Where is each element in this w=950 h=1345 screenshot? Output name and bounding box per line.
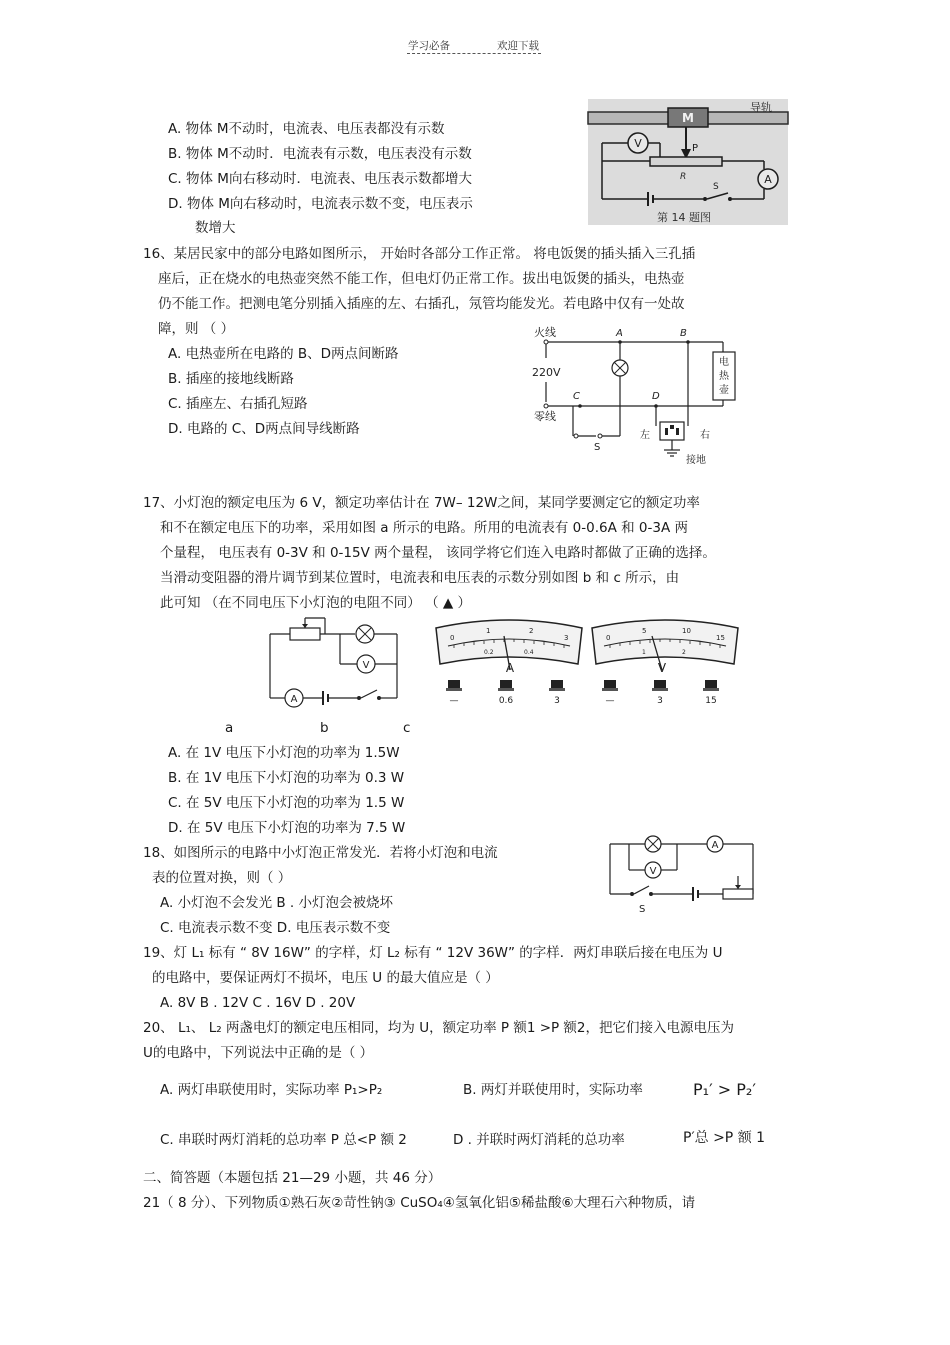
q19-line-1: 19、灯 L₁ 标有 “ 8V 16W” 的字样，灯 L₂ 标有 “ 12V 36W” 的字样．两灯串联后接在电压为 U [143,945,723,961]
q17-line-2: 和不在额定电压下的功率，采用如图 a 所示的电路。所用的电流表有 0-0.6A 和 0-3A 两 [160,520,688,536]
section-2-title: 二、简答题（本题包括 21—29 小题，共 46 分） [143,1170,442,1186]
voltmeter-scale-10: 10 [682,627,691,635]
q16-a-label: A [616,328,623,339]
q16-figure [528,322,758,467]
q17a-ammeter-label: A [290,694,298,705]
q18-s-label: S [639,904,646,915]
voltmeter-scale-5: 5 [642,627,647,635]
q16-option-a: A. 电热壶所在电路的 B、D两点间断路 [168,346,399,362]
q17a-voltmeter-label: V [362,660,370,671]
ammeter-scale-3: 3 [564,634,569,642]
voltmeter-sub-scale-2: 2 [682,649,686,656]
voltmeter-sub-scale-1: 1 [642,649,646,656]
q16-line-2: 座后，正在烧水的电热壶突然不能工作，但电灯仍正常工作。拔出电饭煲的插头，电热壶 [158,271,685,287]
ammeter-scale-0: 0 [450,634,455,642]
q16-left-label: 左 [640,430,650,441]
q20-option-d: D . 并联时两灯消耗的总功率 [453,1132,625,1148]
q16-option-c: C. 插座左、右插孔短路 [168,396,308,412]
q17-figure-a [265,612,405,712]
q16-right-label: 右 [700,430,710,441]
q16-voltage-label: 220V [532,366,561,379]
q15-option-d: D. 物体 M向右移动时，电流表示数不变，电压表示 [168,196,473,212]
svg-text:壶: 壶 [719,385,729,396]
q16-line-1: 16、某居民家中的部分电路如图所示， 开始时各部分工作正常。 将电饭煲的插头插入三孔插 [143,246,696,262]
q16-line-3: 仍不能工作。把测电笔分别插入插座的左、右插孔，氖管均能发光。若电路中仅有一处故 [158,296,685,312]
q20-option-b: B. 两灯并联使用时，实际功率 [463,1082,643,1098]
ammeter-sub-scale-2: 0.4 [524,649,534,656]
q18-ammeter-label: A [711,840,719,851]
q20-line-1: 20、 L₁、 L₂ 两盏电灯的额定电压相同，均为 U，额定功率 P 额1 >P 额2，把它们接入电源电压为 [143,1020,735,1036]
voltmeter-unit: V [657,661,667,675]
q17-option-c: C. 在 5V 电压下小灯泡的功率为 1.5 W [168,795,405,811]
q15-r-label: R [680,172,687,182]
q16-b-label: B [680,328,687,339]
q17-figure-c-voltmeter [590,618,740,708]
q16-fire-label: 火线 [534,326,556,339]
ammeter-terminal-0.6: 0.6 [498,696,514,706]
q18-option-cd: C. 电流表示数不变 D. 电压表示数不变 [160,920,391,936]
q16-d-label: D [652,391,660,402]
q20-option-a: A. 两灯串联使用时，实际功率 P₁>P₂ [160,1082,383,1098]
q15-s-label: S [713,182,719,192]
ammeter-scale-2: 2 [529,627,534,635]
header-right: 欢迎下载 [497,40,539,52]
voltmeter-terminal-neg: — [605,696,615,706]
q15-figure [588,99,788,225]
header-divider [407,53,541,54]
q20-option-d-formula: P′总 >P 额 1 [683,1130,766,1146]
ammeter-sub-scale-1: 0.2 [484,649,494,656]
q18-option-ab: A. 小灯泡不会发光 B . 小灯泡会被烧坏 [160,895,394,911]
voltmeter-scale-15: 15 [716,634,725,642]
q18-line-1: 18、如图所示的电路中小灯泡正常发光．若将小灯泡和电流 [143,845,498,861]
q17-figure-label-a: a [225,720,234,736]
q17-option-a: A. 在 1V 电压下小灯泡的功率为 1.5W [168,745,400,761]
q17-figure-label-b: b [320,720,329,736]
voltmeter-terminal-3: 3 [657,696,663,706]
q17-figure-b-ammeter [434,618,584,708]
q17-line-5: 此可知 （在不同电压下小灯泡的电阻不同） （ ▲ ） [160,595,472,611]
q17-option-b: B. 在 1V 电压下小灯泡的功率为 0.3 W [168,770,405,786]
svg-text:热: 热 [719,371,729,382]
q15-ammeter-label: A [764,173,772,186]
q15-rail-label: 导轨 [750,101,772,114]
svg-text:电: 电 [719,357,729,368]
q15-caption: 第 14 题图 [657,211,711,224]
ammeter-terminal-3: 3 [554,696,560,706]
q16-ground-label: 接地 [686,455,706,466]
q16-option-b: B. 插座的接地线断路 [168,371,294,387]
q16-zero-label: 零线 [534,410,556,423]
q16-s-label: S [594,442,601,453]
q18-figure [605,832,765,922]
q15-m-label: M [682,111,694,125]
q15-option-a: A. 物体 M不动时，电流表、电压表都没有示数 [168,121,445,137]
q15-option-c: C. 物体 M向右移动时．电流表、电压表示数都增大 [168,171,472,187]
q15-p-label: P [692,143,699,154]
q16-c-label: C [573,391,580,402]
q15-voltmeter-label: V [634,137,642,150]
q15-option-d-cont: 数增大 [195,220,236,236]
q17-option-d: D. 在 5V 电压下小灯泡的功率为 7.5 W [168,820,406,836]
q20-option-b-formula: P₁′ > P₂′ [693,1080,756,1099]
q20-option-c: C. 串联时两灯消耗的总功率 P 总<P 额 2 [160,1132,407,1148]
q18-voltmeter-label: V [649,866,657,877]
q20-line-2: U的电路中，下列说法中正确的是（ ） [143,1045,374,1061]
q17-line-4: 当滑动变阻器的滑片调节到某位置时，电流表和电压表的示数分别如图 b 和 c 所示，由 [160,570,680,586]
q17-line-1: 17、小灯泡的额定电压为 6 V，额定功率估计在 7W– 12W之间，某同学要测定它的额定功率 [143,495,700,511]
q16-option-d: D. 电路的 C、D两点间导线断路 [168,421,360,437]
ammeter-terminal-neg: — [449,696,459,706]
q18-line-2: 表的位置对换，则（ ） [152,870,292,886]
q19-options: A. 8V B . 12V C . 16V D . 20V [160,995,356,1011]
q21-line-1: 21（ 8 分）、下列物质①熟石灰②苛性钠③ CuSO₄④氢氧化铝⑤稀盐酸⑥大理石六种物质，请 [143,1195,696,1211]
header-left: 学习必备 [408,40,450,52]
voltmeter-scale-0: 0 [606,634,611,642]
q16-line-4: 障，则 （ ） [158,321,235,337]
q17-line-3: 个量程， 电压表有 0-3V 和 0-15V 两个量程， 该同学将它们连入电路时都做了正确的选择。 [160,545,716,561]
q15-option-b: B. 物体 M不动时．电流表有示数，电压表没有示数 [168,146,472,162]
voltmeter-terminal-15: 15 [705,696,717,706]
ammeter-unit: A [505,661,515,675]
ammeter-scale-1: 1 [486,627,491,635]
q19-line-2: 的电路中，要保证两灯不损坏，电压 U 的最大值应是（ ） [152,970,499,986]
q17-figure-label-c: c [403,720,411,736]
